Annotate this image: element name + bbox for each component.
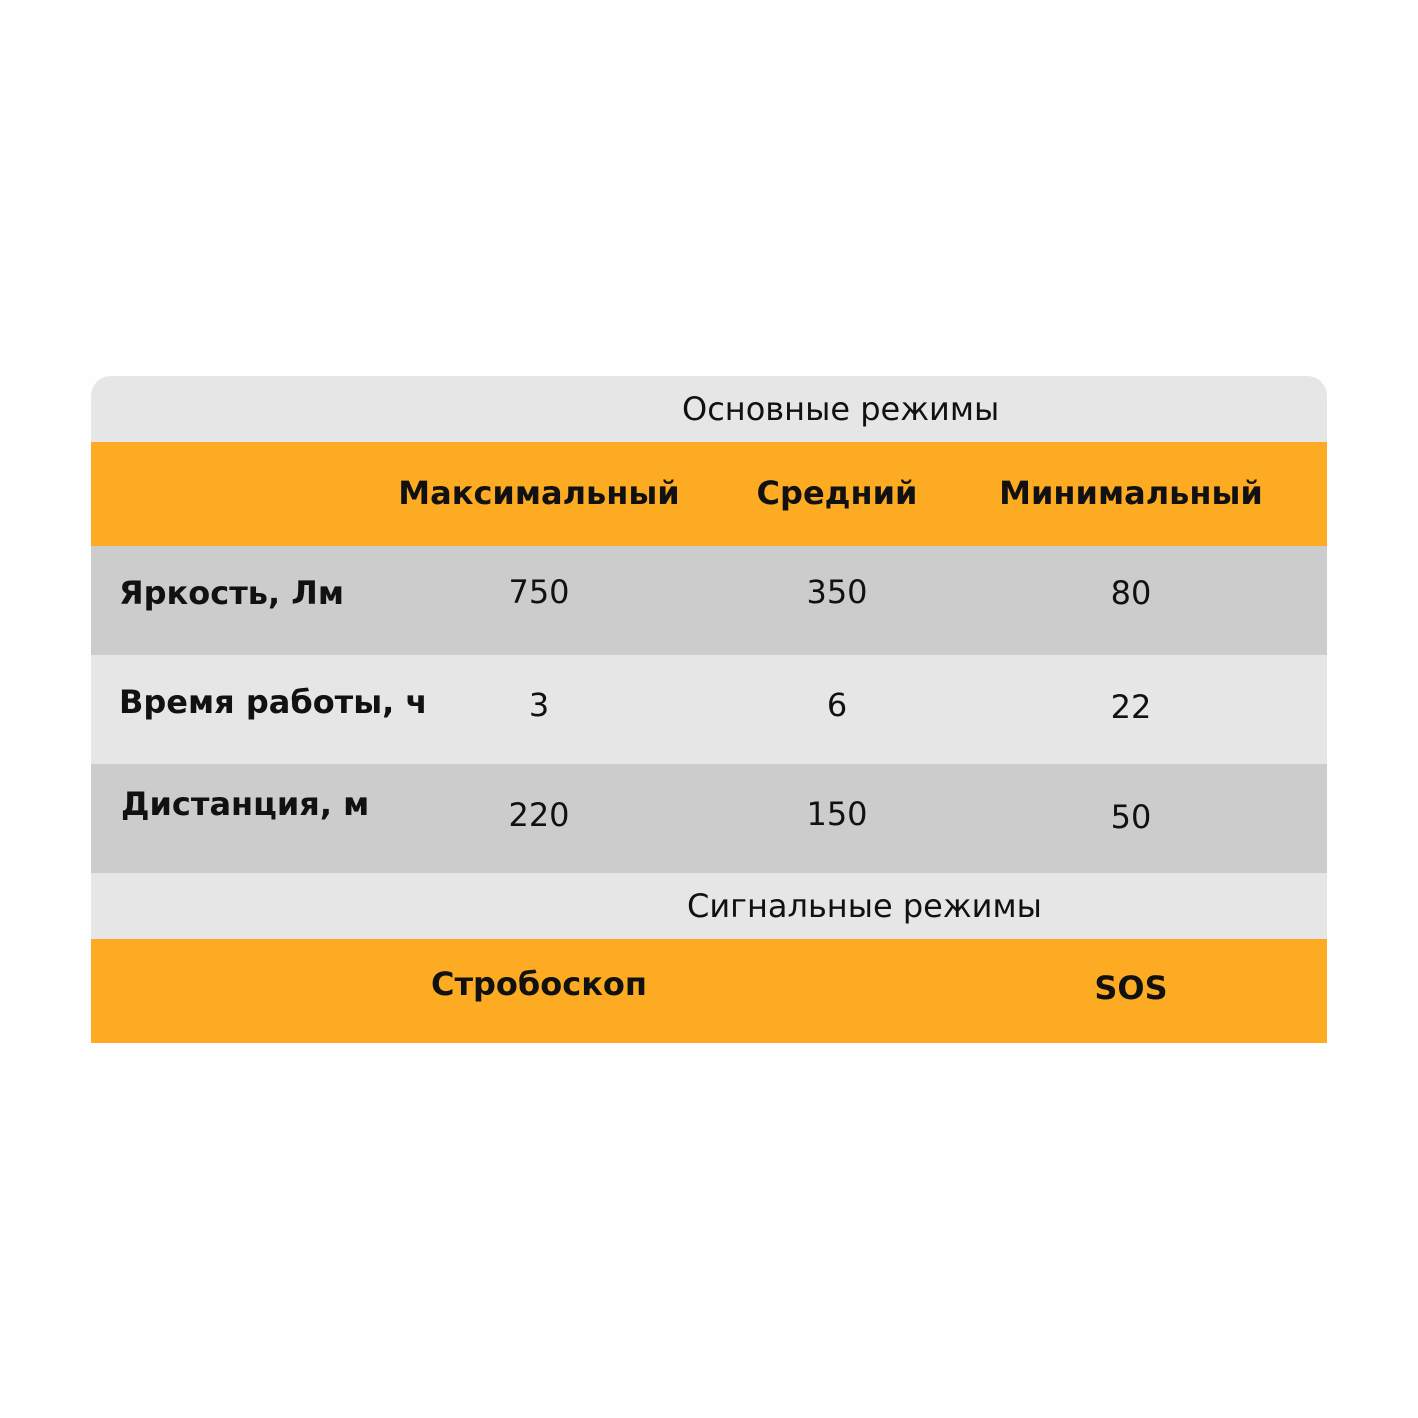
column-max: Максимальный bbox=[398, 474, 680, 512]
signal-mode-sos: SOS bbox=[1094, 969, 1168, 1007]
value-max: 750 bbox=[508, 573, 570, 611]
signal-modes-header bbox=[91, 873, 1327, 939]
value-medium: 350 bbox=[806, 573, 868, 611]
value-min: 22 bbox=[1110, 688, 1152, 726]
value-max: 3 bbox=[528, 686, 550, 724]
value-max: 220 bbox=[508, 796, 570, 834]
column-medium: Средний bbox=[756, 474, 918, 512]
row-label: Дистанция, м bbox=[121, 785, 370, 823]
value-medium: 150 bbox=[806, 795, 868, 833]
table-row-brightness bbox=[91, 546, 1327, 655]
column-min: Минимальный bbox=[999, 474, 1263, 512]
value-min: 50 bbox=[1110, 798, 1152, 836]
table-row-distance bbox=[91, 764, 1327, 873]
signal-mode-strobe: Стробоскоп bbox=[430, 965, 648, 1003]
value-medium: 6 bbox=[826, 686, 848, 724]
main-modes-title: Основные режимы bbox=[682, 390, 1000, 428]
main-modes-header bbox=[91, 376, 1327, 442]
value-min: 80 bbox=[1110, 574, 1152, 612]
mode-columns-header bbox=[91, 442, 1327, 546]
signal-modes-title: Сигнальные режимы bbox=[687, 887, 1042, 925]
flashlight-specs-table bbox=[91, 376, 1327, 1043]
row-label: Время работы, ч bbox=[119, 683, 428, 721]
row-label: Яркость, Лм bbox=[119, 574, 345, 612]
table-row-runtime bbox=[91, 655, 1327, 764]
signal-modes-row bbox=[91, 939, 1327, 1043]
